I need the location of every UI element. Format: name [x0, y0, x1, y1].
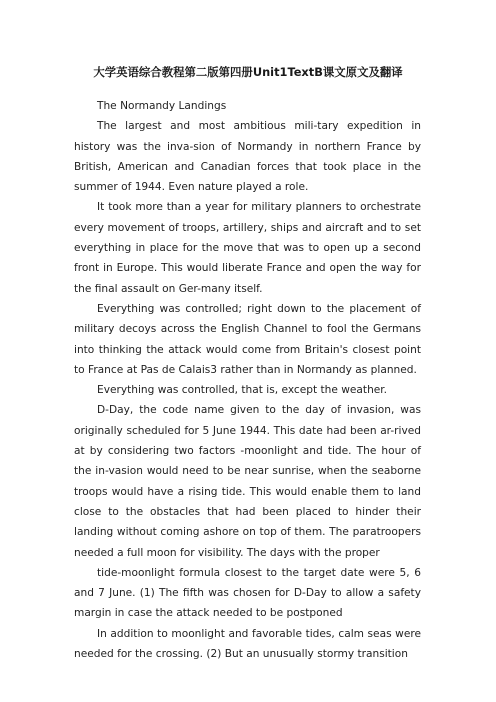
paragraph: The largest and most ambitious mili-tary expedition in history was the inva-sion of Normandy in northern France by British, American and Canadian forces that took place in the summer of 1944. Even nature played a role.: [74, 120, 421, 194]
paragraph: In addition to moonlight and favorable tides, calm seas were needed for the crossing. (2) But an unusually stormy transition: [74, 627, 421, 661]
paragraph: D-Day, the code name given to the day of invasion, was originally scheduled for 5 June 1944. This date had been ar-rived at by considering two factors -moonlight and tide. The hour of the in-vasion would need to be near sunrise, when the seaborne troops would have a rising tide. This would enable them to land close to the obstacles that had been placed to hinder their landing without coming ashore on top of them. The paratroopers needed a full moon for visibility. The days with the proper: [74, 404, 421, 559]
document-body: [74, 96, 421, 664]
document-title: 大学英语综合教程第二版第四册Unit1TextB课文原文及翻译: [93, 65, 403, 79]
paragraph: tide-moonlight formula closest to the target date were 5, 6 and 7 June. (1) The fifth was chosen for D-Day to allow a safety margin in case the attack needed to be postponed: [74, 566, 421, 620]
paragraph: Everything was controlled; right down to the placement of military decoys across the English Channel to fool the Germans into thinking the attack would come from Britain's closest point to France at Pas de Calais3 rather than in Normandy as planned.: [74, 302, 421, 376]
paragraph: Everything was controlled, that is, except the weather.: [97, 384, 388, 397]
paragraph: It took more than a year for military planners to orchestrate every movement of troops, artillery, ships and aircraft and to set everything in place for the move that was to open up a second front in Europe. This would liberate France and open the way for the final assault on Ger-many itself.: [74, 201, 421, 295]
article-heading: The Normandy Landings: [97, 100, 227, 112]
